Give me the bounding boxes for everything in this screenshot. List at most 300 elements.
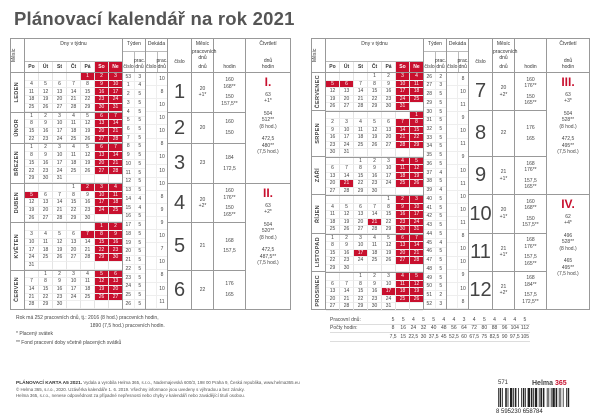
day-cell: 25 — [67, 167, 81, 175]
header-label: Měsíc — [312, 48, 318, 63]
week-row — [326, 180, 423, 188]
day-cell: 6 — [95, 144, 109, 152]
day-cell: 6 — [354, 204, 368, 212]
week-days: 5 — [134, 248, 146, 256]
day-cell: 12 — [81, 152, 95, 160]
day-cell: 28 — [354, 103, 368, 111]
day-cell: 15 — [81, 88, 95, 96]
day-cell — [39, 223, 53, 231]
day-cell — [382, 265, 396, 273]
week-row — [326, 211, 423, 219]
day-cell: 15 — [67, 199, 81, 207]
day-cell: 18 — [396, 173, 410, 181]
decade-entry — [146, 257, 167, 270]
day-cell: 10 — [53, 120, 67, 128]
week-days: 2 — [435, 73, 447, 81]
decade-entry — [146, 270, 167, 283]
quarter-days-note: +3* — [564, 98, 572, 104]
week-entry — [123, 160, 145, 169]
decade-days: 11 — [156, 296, 167, 308]
week-column — [424, 39, 447, 309]
day-cell — [326, 73, 340, 81]
week-number: 14 — [125, 195, 132, 202]
week-days: 5 — [435, 117, 447, 125]
month-hours2: 165 — [526, 135, 535, 142]
decade-entry — [146, 73, 167, 86]
day-cell: 31 — [340, 149, 354, 157]
day-cell: 7 — [410, 235, 423, 243]
decade-column — [447, 39, 469, 309]
day-cell: 11 — [109, 192, 122, 200]
week-entry — [123, 274, 145, 283]
day-cell: 22 — [368, 96, 382, 104]
day-cell: 11 — [368, 242, 382, 250]
week-row — [25, 215, 122, 223]
day-cell: 23 — [382, 96, 396, 104]
day-cell: 27 — [95, 167, 109, 175]
day-cell: 12 — [81, 120, 95, 128]
barcode-bar — [560, 388, 561, 407]
day-cell — [382, 112, 396, 120]
day-name: Ne — [109, 62, 122, 72]
day-cell: 23 — [368, 180, 382, 188]
day-cell: 10 — [53, 152, 67, 160]
quarter-hours2-sub: (7,5 hod.) — [257, 149, 279, 155]
day-cell: 17 — [67, 286, 81, 294]
week-row — [326, 149, 423, 157]
day-cell: 11 — [67, 120, 81, 128]
day-cell: 22 — [25, 167, 39, 175]
day-cell: 14 — [354, 88, 368, 96]
month-name-column — [11, 39, 25, 309]
summary-value: 64 — [461, 325, 467, 332]
week-days: 5 — [134, 108, 146, 116]
day-cell: 1 — [354, 273, 368, 281]
month-hours: 168 — [526, 237, 535, 244]
month-hours2: 150 — [526, 215, 535, 222]
summary-value: 4 — [452, 316, 456, 323]
week-entry — [123, 99, 145, 108]
day-cell: 23 — [39, 167, 53, 175]
week-row — [326, 73, 423, 81]
week-entry — [424, 291, 446, 300]
day-cell: 26 — [53, 254, 67, 262]
header-label: číslo — [475, 59, 486, 65]
month-work-days: 20 — [199, 124, 206, 131]
day-cell: 16 — [396, 211, 410, 219]
week-number: 50 — [426, 283, 433, 290]
day-cell: 13 — [109, 278, 122, 286]
day-cell: 24 — [396, 96, 410, 104]
day-cell: 2 — [396, 196, 410, 204]
day-cell: 30 — [95, 104, 109, 112]
day-cell: 7 — [354, 81, 368, 89]
decade-days: 10 — [156, 178, 167, 190]
day-cell: 12 — [95, 278, 109, 286]
week-number: 6 — [126, 126, 130, 133]
day-cell: 5 — [81, 144, 95, 152]
month-work-days: 23 — [199, 160, 206, 167]
day-cell: 22 — [382, 219, 396, 227]
day-cell: 30 — [368, 303, 382, 311]
week-row — [326, 188, 423, 196]
decade-entry — [146, 125, 167, 138]
brand-name: Helma — [532, 380, 554, 387]
day-cell: 29 — [382, 226, 396, 234]
day-cell: 4 — [25, 81, 39, 89]
day-cell: 21 — [25, 294, 39, 302]
month-number: 4 — [173, 191, 186, 214]
day-cell: 14 — [396, 127, 410, 135]
day-cell: 20 — [39, 207, 53, 215]
day-cell: 23 — [109, 246, 122, 254]
day-cell: 24 — [53, 136, 67, 144]
month-hours-note: 176** — [223, 194, 236, 201]
month-band — [312, 195, 325, 233]
day-cell: 30 — [340, 265, 354, 273]
decade-days: 10 — [457, 125, 468, 137]
summary-table — [330, 316, 530, 342]
summary-value: 22,5 — [408, 333, 419, 340]
day-cell: 3 — [53, 113, 67, 121]
week-entry — [123, 230, 145, 239]
week-number: 43 — [426, 222, 433, 229]
month-band — [11, 144, 24, 184]
day-cell: 28 — [368, 226, 382, 234]
quarter-days: 63 — [265, 91, 271, 98]
day-cell: 11 — [25, 88, 39, 96]
day-cell: 27 — [326, 188, 340, 196]
day-cell: 22 — [326, 257, 340, 265]
summary-value: 80 — [481, 325, 488, 332]
week-entry — [123, 82, 145, 91]
day-cell — [368, 112, 382, 120]
decade-entry — [146, 217, 167, 230]
day-cell: 24 — [340, 142, 354, 150]
day-cell: 4 — [396, 158, 410, 166]
week-number: 13 — [125, 187, 132, 194]
day-cell: 10 — [109, 81, 122, 89]
month-hours2: 157,5 — [524, 254, 537, 261]
month-work-days: 20 — [199, 85, 206, 92]
week-days: 5 — [435, 204, 447, 212]
day-cell: 24 — [382, 180, 396, 188]
day-cell: 1 — [368, 73, 382, 81]
week-days: 5 — [134, 169, 146, 177]
day-cell: 20 — [326, 180, 340, 188]
day-cell — [95, 301, 109, 309]
quarter-hours-note: 528** — [561, 117, 575, 123]
week-number: 23 — [125, 274, 132, 281]
week-row — [326, 288, 423, 296]
day-cell: 14 — [340, 173, 354, 181]
month-name: ZÁŘÍ — [315, 168, 322, 183]
decade-days: 9 — [457, 152, 468, 164]
month-days — [25, 271, 122, 310]
decade-entry — [447, 139, 468, 152]
day-cell: 11 — [410, 81, 423, 89]
day-cell: 10 — [25, 239, 39, 247]
month-hours: 176 — [526, 125, 535, 132]
day-cell: 15 — [95, 239, 109, 247]
header-label: Čtvrtletí — [559, 41, 577, 47]
decade-entry — [447, 283, 468, 296]
month-hours: 160 — [225, 77, 234, 84]
day-cell: 17 — [340, 134, 354, 142]
quarter-hours-sub: (8 hod.) — [559, 245, 577, 252]
day-cell: 10 — [382, 281, 396, 289]
day-cell: 13 — [95, 152, 109, 160]
day-cell: 22 — [410, 134, 423, 142]
day-cell: 28 — [53, 215, 67, 223]
week-entry — [424, 134, 446, 143]
week-entry — [424, 99, 446, 108]
week-entry — [123, 73, 145, 82]
decade-days: 11 — [457, 217, 468, 229]
week-row — [326, 88, 423, 96]
day-cell: 1 — [410, 112, 423, 120]
summary-value: 3 — [462, 316, 466, 323]
week-entry — [424, 300, 446, 309]
week-row — [326, 103, 423, 111]
decade-entry — [146, 191, 167, 204]
month-name: SRPEN — [315, 123, 322, 144]
month-work-days: 20 — [500, 207, 507, 214]
barcode-bar — [552, 388, 554, 407]
day-cell: 19 — [81, 128, 95, 136]
day-cell: 22 — [354, 296, 368, 304]
day-cell: 29 — [326, 265, 340, 273]
day-cell — [396, 188, 410, 196]
day-cell — [340, 196, 354, 204]
decade-entry — [146, 204, 167, 217]
day-cell: 19 — [95, 286, 109, 294]
day-cell: 1 — [326, 235, 340, 243]
day-cell — [109, 175, 122, 183]
week-entry — [424, 195, 446, 204]
day-cell: 19 — [25, 207, 39, 215]
decade-days: 10 — [156, 230, 167, 242]
day-cell: 8 — [354, 281, 368, 289]
day-cell: 6 — [109, 271, 122, 279]
day-cell — [354, 73, 368, 81]
month-name: BŘEZEN — [14, 151, 21, 176]
day-cell: 8 — [25, 120, 39, 128]
week-days: 5 — [134, 274, 146, 282]
header-label: Měsíc — [496, 41, 511, 47]
day-cell: 17 — [410, 211, 423, 219]
day-cell: 5 — [382, 235, 396, 243]
summary-value: 96 — [501, 325, 508, 332]
quarter-column — [246, 39, 290, 309]
day-cell: 21 — [109, 128, 122, 136]
day-cell: 25 — [368, 257, 382, 265]
quarter-hours2: 472,5 — [261, 247, 275, 254]
month-band — [11, 271, 24, 310]
day-cell: 24 — [382, 296, 396, 304]
day-cell: 21 — [67, 96, 81, 104]
week-entry — [123, 143, 145, 152]
quarter-hours-sub: (8 hod.) — [259, 123, 277, 130]
day-name: Po — [25, 62, 39, 72]
quarter-hours: 496 — [563, 232, 573, 239]
month-work-days: 21 — [199, 243, 206, 250]
quarter-roman: IV. — [561, 197, 575, 212]
footer-text: Vydala a vyrobila Helma 365, s.r.o., Nadernajevská 600/3, 198 00 Praha 9, Česká republika, www.helma365.eu — [83, 380, 300, 385]
decade-entry — [447, 217, 468, 230]
week-days: 5 — [134, 239, 146, 247]
day-cell: 8 — [368, 81, 382, 89]
day-cell: 10 — [340, 127, 354, 135]
day-cell: 3 — [410, 196, 423, 204]
decade-days: 11 — [457, 99, 468, 111]
day-cell — [382, 149, 396, 157]
day-cell: 12 — [53, 239, 67, 247]
week-row — [326, 204, 423, 212]
week-row — [326, 296, 423, 304]
month-hours: 168 — [526, 160, 535, 167]
week-number: 19 — [125, 239, 132, 246]
decade-entry — [146, 296, 167, 309]
footer — [16, 380, 300, 399]
week-row — [25, 104, 122, 112]
week-days: 3 — [435, 300, 447, 308]
day-cell — [340, 73, 354, 81]
day-cell: 18 — [326, 219, 340, 227]
day-cell — [81, 301, 95, 309]
decade-days: 10 — [457, 283, 468, 295]
week-number: 32 — [426, 126, 433, 133]
decade-entry — [447, 112, 468, 125]
summary-value: 97,5 — [509, 333, 520, 340]
header-sub: hodin — [561, 64, 575, 70]
summary-value: 16 — [400, 325, 406, 332]
week-entry — [123, 248, 145, 257]
week-days: 5 — [435, 152, 447, 160]
month-hours2-note: 172,5** — [522, 298, 539, 305]
barcode-bar — [531, 388, 533, 407]
day-cell: 5 — [81, 113, 95, 121]
day-cell: 30 — [396, 226, 410, 234]
day-cell: 27 — [67, 254, 81, 262]
month-hours-note: 176** — [524, 83, 537, 90]
barcode-bar — [551, 388, 552, 407]
week-days: 2 — [435, 291, 447, 299]
days-grid — [25, 39, 123, 309]
day-cell: 12 — [410, 165, 423, 173]
day-cell: 19 — [340, 219, 354, 227]
day-cell — [109, 262, 122, 270]
barcode-bar — [518, 388, 519, 407]
brand-logo — [532, 380, 567, 387]
decade-entry — [447, 152, 468, 165]
week-row — [326, 219, 423, 227]
day-cell: 16 — [326, 134, 340, 142]
header-sub: hodin — [223, 64, 236, 70]
summary-value: 67,5 — [469, 333, 480, 340]
day-cell: 27 — [396, 257, 410, 265]
month-hours-column — [515, 39, 547, 309]
day-cell: 7 — [53, 192, 67, 200]
decade-entry — [146, 230, 167, 243]
day-cell: 2 — [368, 158, 382, 166]
day-cell — [354, 149, 368, 157]
quarter-hours-note: 520** — [261, 228, 275, 235]
week-days: 5 — [435, 221, 447, 229]
month-band — [11, 113, 24, 145]
week-number: 2 — [126, 91, 130, 98]
week-number: 17 — [125, 222, 132, 229]
day-cell: 1 — [382, 196, 396, 204]
month-name: DUBEN — [14, 192, 21, 214]
day-cell: 11 — [354, 127, 368, 135]
day-cell: 25 — [326, 226, 340, 234]
header-label: Měsíc — [11, 48, 17, 63]
day-cell: 24 — [67, 294, 81, 302]
day-cell: 18 — [25, 96, 39, 104]
week-number: 33 — [426, 134, 433, 141]
header-label: Dny v týdnu — [60, 41, 87, 47]
day-cell — [368, 265, 382, 273]
day-cell: 7 — [109, 144, 122, 152]
day-cell: 9 — [39, 120, 53, 128]
day-cell: 25 — [109, 207, 122, 215]
week-entry — [424, 221, 446, 230]
day-cell: 21 — [53, 207, 67, 215]
day-cell: 14 — [109, 152, 122, 160]
decade-days: 10 — [457, 243, 468, 255]
day-cell: 13 — [39, 199, 53, 207]
day-cell: 25 — [67, 136, 81, 144]
quarter-hours-sub: (8 hod.) — [259, 234, 277, 241]
summary-value: 45 — [440, 333, 447, 340]
day-cell: 19 — [81, 160, 95, 168]
day-cell — [340, 112, 354, 120]
month-days-note: +2* — [499, 290, 508, 297]
week-days: 4 — [435, 169, 447, 177]
week-number: 4 — [126, 108, 130, 115]
week-entry — [424, 152, 446, 161]
day-cell: 31 — [382, 303, 396, 311]
month-hours2-note: 165** — [223, 211, 236, 218]
week-days: 4 — [134, 204, 146, 212]
decade-entry — [447, 296, 468, 309]
month-hours-note: 184** — [524, 281, 537, 288]
quarter-hours2-sub: (7,5 hod.) — [557, 149, 579, 155]
day-cell: 15 — [354, 173, 368, 181]
summary-value: 52,5 — [449, 333, 459, 340]
month-hours2: 157,5 — [524, 292, 537, 299]
week-number: 9 — [126, 152, 130, 159]
month-hours2-note: 157,5** — [221, 100, 238, 107]
day-cell: 26 — [81, 136, 95, 144]
day-cell — [53, 73, 67, 81]
week-number: 39 — [426, 187, 433, 194]
month-hours-note: 176** — [524, 243, 537, 250]
week-row — [25, 301, 122, 309]
day-cell — [67, 73, 81, 81]
barcode-bar — [513, 388, 514, 407]
day-cell: 4 — [67, 113, 81, 121]
day-cell: 12 — [368, 127, 382, 135]
day-cell: 15 — [382, 211, 396, 219]
week-days: 5 — [435, 248, 447, 256]
day-cell: 18 — [410, 88, 423, 96]
month-name: ÚNOR — [14, 119, 21, 137]
day-cell: 25 — [410, 96, 423, 104]
quarter-days-note: +1* — [264, 98, 272, 104]
month-hours2-note: 165** — [524, 184, 537, 191]
